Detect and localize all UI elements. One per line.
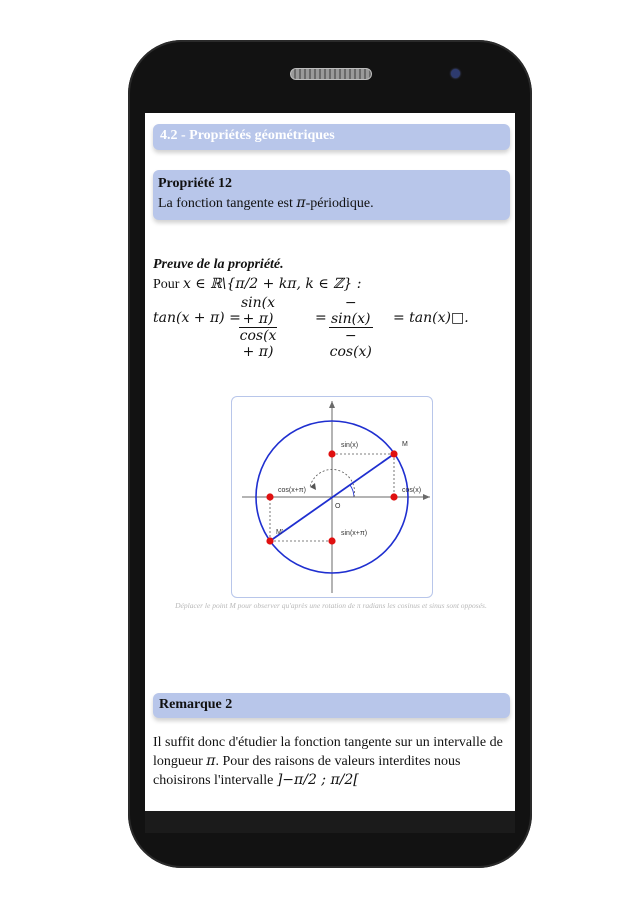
proof-domain-math: x ∈ ℝ\{π/2 + kπ, k ∈ ℤ} : [182,276,362,292]
fraction-1 [239,295,277,360]
property-text-after: -périodique. [305,196,374,211]
phone-bottom-bezel [145,811,515,833]
speaker-grille [290,68,372,80]
equation-mid: = [315,310,327,326]
label-cos-x: cos(x) [402,487,422,494]
point-sin-x-pi [328,537,335,544]
point-cos-x [390,493,397,500]
remark-text [153,733,508,790]
angle-arrow-icon [310,483,316,490]
fraction-2-denominator: − cos(x) [329,328,372,360]
label-m: M [402,441,408,448]
y-axis-arrow-icon [329,401,335,408]
section-title: 4.2 - Propriétés géométriques [160,128,335,143]
label-sin-x-pi: sin(x+π) [341,530,368,537]
proof-title: Preuve de la propriété. [153,257,284,272]
fraction-2-numerator: − sin(x) [331,295,371,327]
remark-interval: ]−π/2 ; π/2[ [276,772,359,788]
point-cos-x-pi [266,493,273,500]
unit-circle-svg [232,397,432,597]
phone-screen [145,113,515,811]
equation-end: = tan(x)□. [393,310,469,326]
remark-text-math: π [206,753,216,769]
remark-title: Remarque 2 [159,697,233,712]
property-box [153,170,510,220]
remark-text-1: Il suffit donc d'étudier la fonction tangente sur un intervalle de longueur [153,735,503,769]
figure-caption: Déplacer le point M pour observer qu'après une rotation de π radians les cosinus et sinus sont opposés. [175,601,487,610]
fraction-2 [329,295,373,360]
label-sin-x: sin(x) [341,442,359,449]
proof-domain-prefix: Pour [153,277,183,292]
point-m-prime [266,537,273,544]
unit-circle-figure [231,396,433,598]
label-m-prime: M' [276,529,284,536]
point-sin-x [328,450,335,457]
property-text [158,195,374,212]
label-cos-x-pi: cos(x+π) [278,487,306,494]
property-text-before: La fonction tangente est [158,196,297,211]
section-header [153,124,510,150]
fraction-1-denominator: cos(x + π) [239,328,277,360]
x-axis-arrow-icon [423,494,430,500]
remark-text-2: . Pour des raisons de valeurs interdites nous choisirons l'intervalle [153,754,461,788]
front-camera [451,69,460,78]
label-origin: O [335,503,341,510]
remark-box [153,693,510,718]
point-m[interactable] [390,450,397,457]
fraction-1-numerator: sin(x + π) [241,295,276,327]
angle-x-arc [350,485,354,497]
property-text-math: π [296,195,306,211]
property-title: Propriété 12 [158,176,232,191]
equation-lhs: tan(x + π) = [153,310,241,326]
proof-domain-line [153,276,361,293]
